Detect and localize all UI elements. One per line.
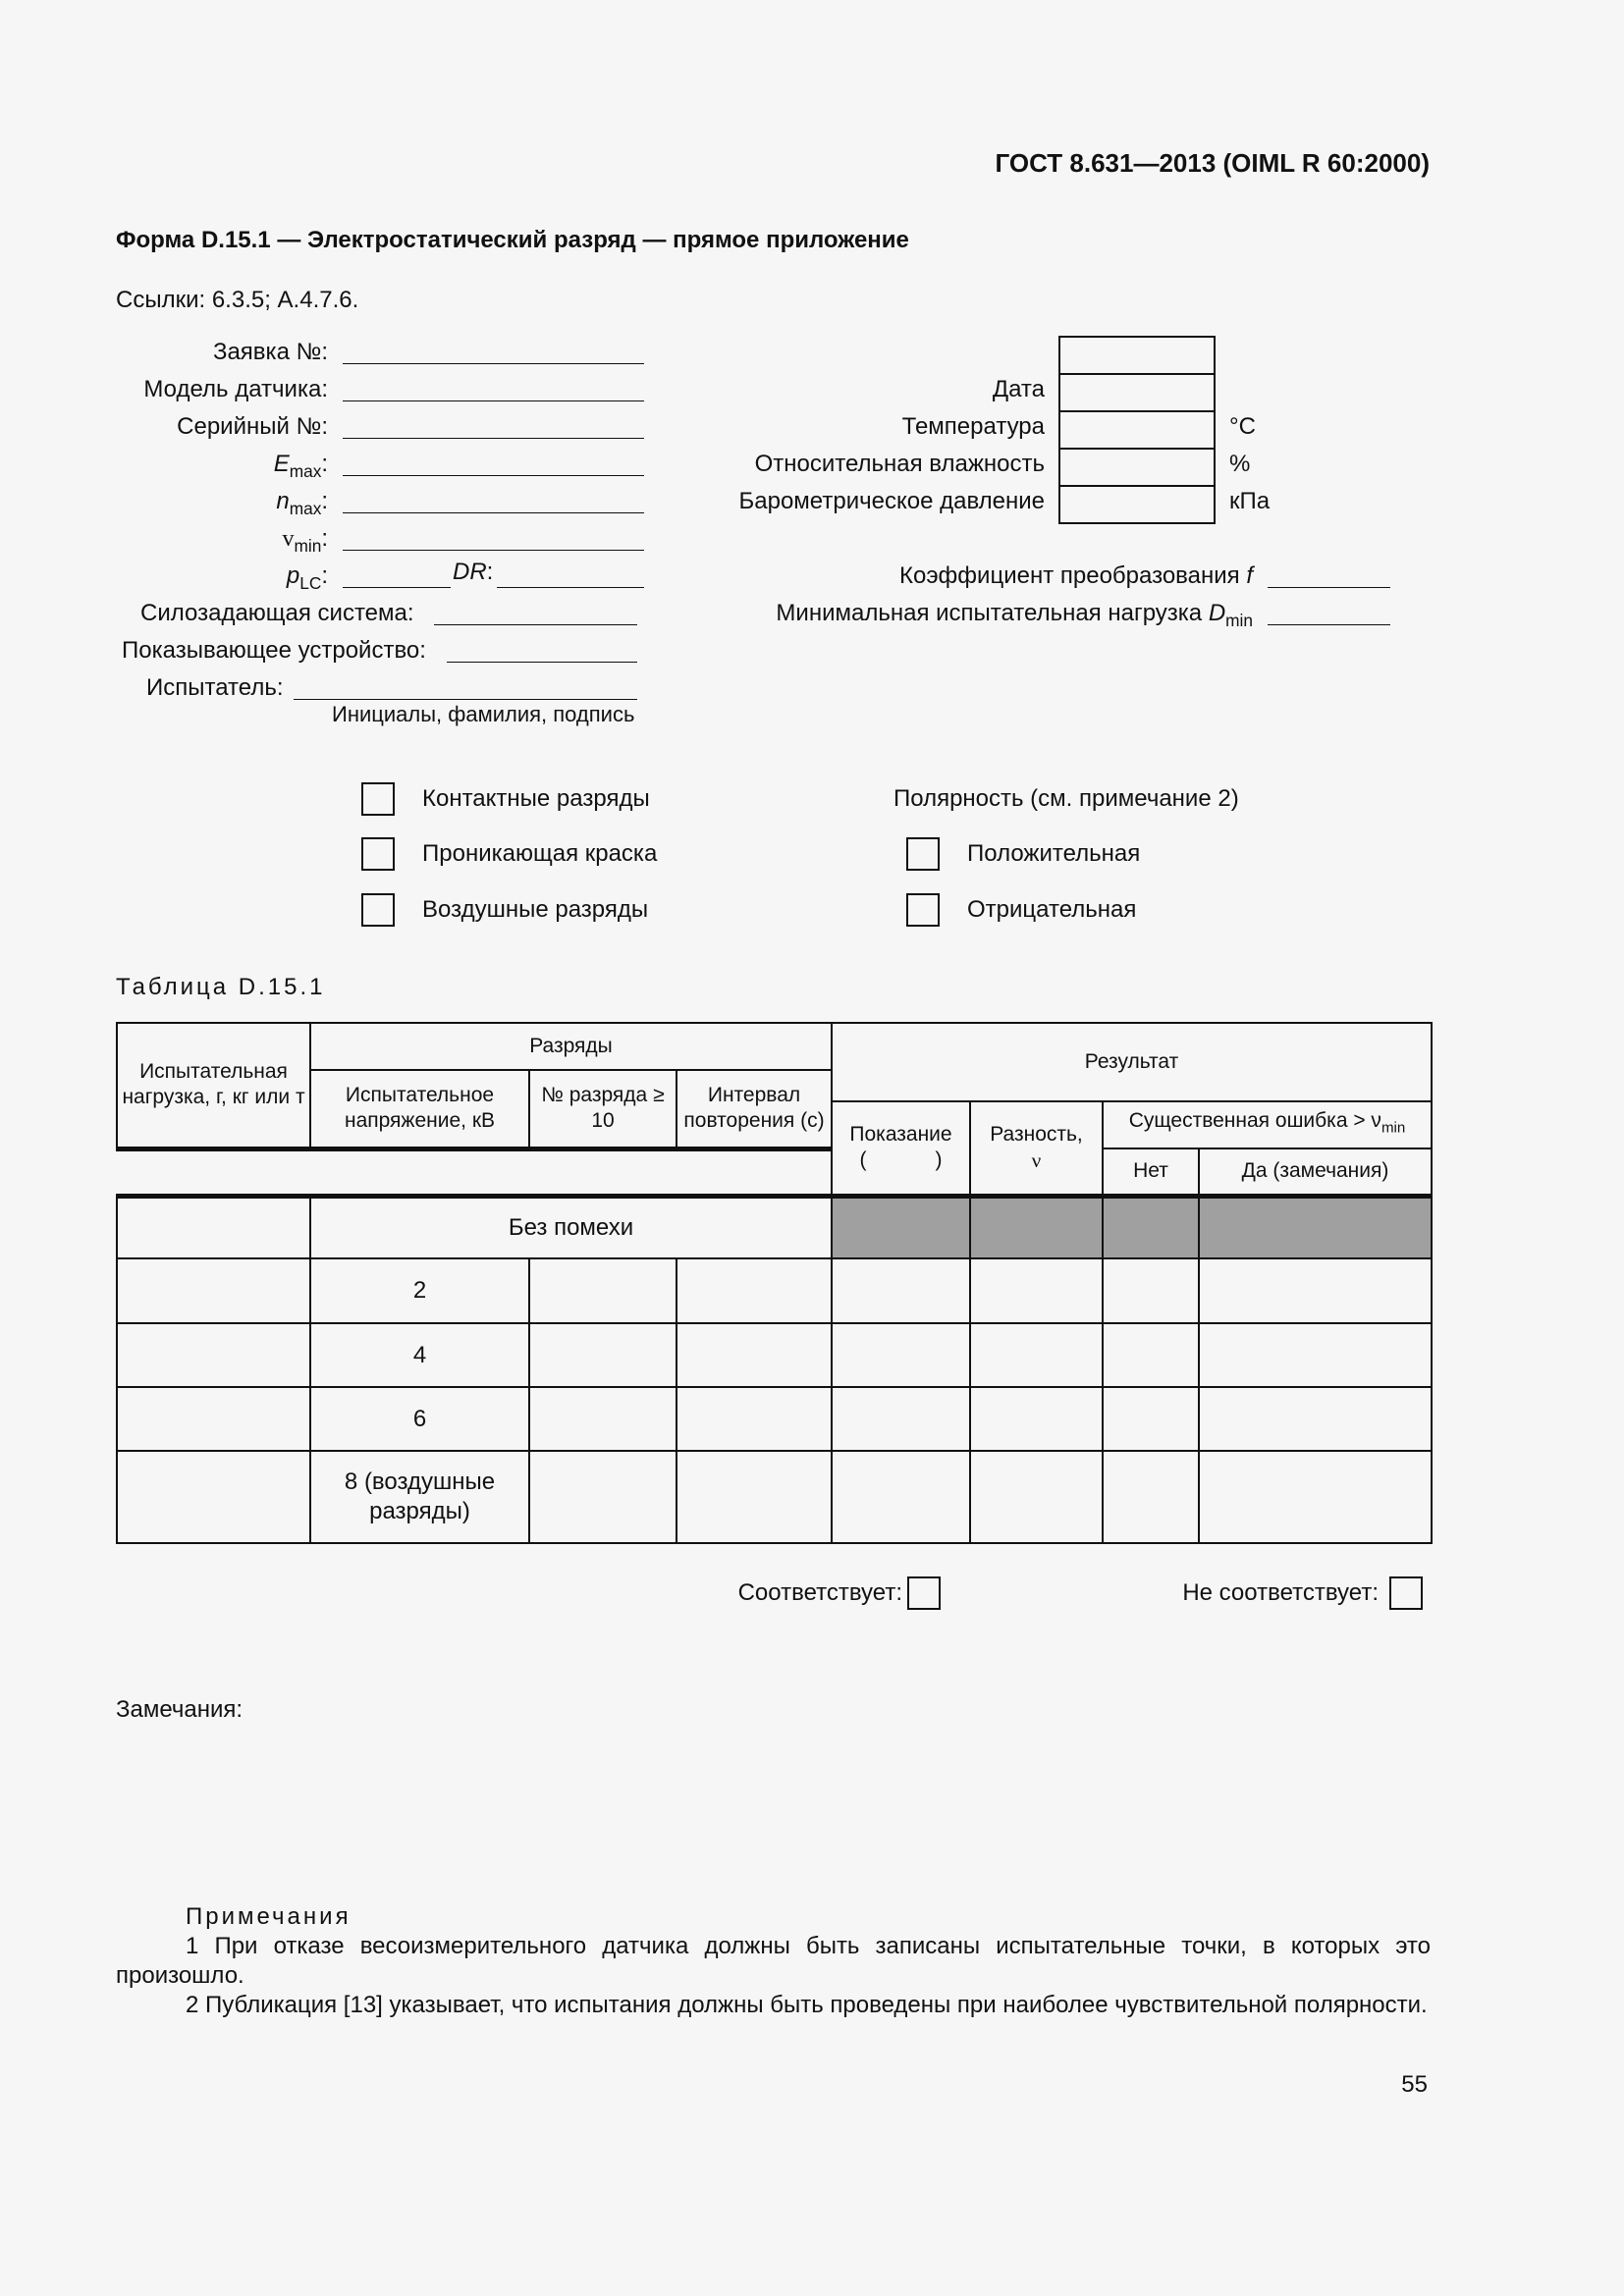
dr-line[interactable] [497,587,644,588]
header-discharge-count: № разряда ≥ 10 [529,1070,677,1148]
table-row [117,1196,1432,1258]
indicator-label: Показывающее устройство: [122,637,426,664]
contact-discharges-label: Контактные разряды [422,785,650,812]
notes-title: Примечания [186,1903,352,1930]
cell[interactable] [529,1323,677,1387]
emax-label: $E_{max}$: [273,451,328,482]
cell[interactable] [529,1387,677,1451]
header-test-voltage: Испытательное напряжение, кВ [310,1070,529,1148]
cell[interactable] [970,1451,1103,1543]
references: Ссылки: 6.3.5; А.4.7.6. [116,287,359,313]
row-voltage: 2 [310,1258,529,1323]
header-discharges: Разряды [310,1023,832,1070]
positive-polarity-checkbox[interactable] [906,837,940,871]
tester-label: Испытатель: [146,674,284,701]
test-results-table [116,1022,1433,1544]
cell[interactable] [529,1451,677,1543]
vmin-label: $v_{min}$: [282,525,328,557]
plc-label: $p_{LC}$: [286,562,328,594]
humidity-label: Относительная влажность [754,451,1045,477]
cell[interactable] [1103,1451,1199,1543]
cell[interactable] [529,1258,677,1323]
header-test-load: Испытательная нагрузка, г, кг или т [117,1023,310,1148]
header-yes: Да (замечания) [1199,1148,1432,1196]
cell-load[interactable] [117,1323,310,1387]
cell-shaded [970,1196,1103,1258]
header-difference: Разность, ν [970,1101,1103,1196]
header-reading: Показание ( ) [832,1101,970,1196]
cell[interactable] [970,1258,1103,1323]
cell[interactable] [677,1451,832,1543]
header-no: Нет [1103,1148,1199,1196]
remarks-label: Замечания: [116,1696,244,1723]
emax-line[interactable] [343,475,644,476]
tester-line[interactable] [294,699,637,700]
condition-box-top[interactable] [1058,336,1216,375]
cell[interactable] [832,1258,970,1323]
temperature-box[interactable] [1058,410,1216,450]
nmax-label: $n_{max}$: [276,488,328,519]
header-significant-error: Существенная ошибка > $\nu_{min}$ [1103,1101,1432,1148]
temperature-label: Температура [901,413,1045,440]
tester-caption: Инициалы, фамилия, подпись [332,702,635,726]
row-no-interference: Без помехи [310,1196,832,1258]
cell[interactable] [1199,1387,1432,1451]
cell[interactable] [970,1387,1103,1451]
cell-load[interactable] [117,1451,310,1543]
note-1: 1 При отказе весоизмерительного датчика должны быть записаны испытательные точки, в которых это произошло. [116,1933,1431,1989]
negative-polarity-label: Отрицательная [967,896,1137,923]
cell[interactable] [1199,1323,1432,1387]
penetrating-paint-checkbox[interactable] [361,837,395,871]
cell[interactable] [677,1387,832,1451]
vmin-line[interactable] [343,550,644,551]
indicator-line[interactable] [447,662,637,663]
coefficient-line[interactable] [1268,587,1390,588]
pressure-label: Барометрическое давление [738,488,1045,514]
cell[interactable] [832,1451,970,1543]
min-load-line[interactable] [1268,624,1390,625]
serial-line[interactable] [343,438,644,439]
cell-load[interactable] [117,1196,310,1258]
table-row [117,1323,1432,1387]
header-repeat-interval: Интервал повторения (с) [677,1070,832,1148]
table-row [117,1258,1432,1323]
cell[interactable] [677,1258,832,1323]
conforms-label: Соответствует: [737,1579,902,1606]
cell-shaded [1103,1196,1199,1258]
date-label: Дата [992,376,1045,402]
humidity-unit: % [1229,451,1251,477]
header-spacer [117,1148,832,1196]
not-conforms-label: Не соответствует: [1182,1579,1379,1606]
header-result: Результат [832,1023,1432,1101]
cell-shaded [832,1196,970,1258]
sensor-model-label: Модель датчика: [143,376,328,402]
table-caption: Таблица D.15.1 [116,974,326,1000]
note-2: 2 Публикация [13] указывает, что испытания должны быть проведены при наиболее чувствительной полярности. [186,1992,1428,2018]
page-number: 55 [1401,2071,1428,2098]
force-system-line[interactable] [434,624,637,625]
humidity-box[interactable] [1058,448,1216,487]
cell[interactable] [832,1323,970,1387]
cell-shaded [1199,1196,1432,1258]
temperature-unit: °C [1229,413,1256,440]
force-system-label: Силозадающая система: [140,600,414,626]
cell-load[interactable] [117,1387,310,1451]
application-label: Заявка №: [212,339,328,365]
negative-polarity-checkbox[interactable] [906,893,940,927]
pressure-box[interactable] [1058,485,1216,524]
air-discharges-checkbox[interactable] [361,893,395,927]
positive-polarity-label: Положительная [967,840,1141,867]
cell[interactable] [1103,1258,1199,1323]
date-box[interactable] [1058,373,1216,412]
coefficient-label: Коэффициент преобразования f [898,562,1253,589]
form-title: Форма D.15.1 — Электростатический разряд — прямое приложение [116,227,909,253]
contact-discharges-checkbox[interactable] [361,782,395,816]
cell[interactable] [970,1323,1103,1387]
cell[interactable] [1103,1387,1199,1451]
row-voltage: 6 [310,1387,529,1451]
row-voltage: 4 [310,1323,529,1387]
nmax-line[interactable] [343,512,644,513]
cell[interactable] [1103,1323,1199,1387]
plc-line[interactable] [343,587,451,588]
table-row [117,1387,1432,1451]
sensor-model-line[interactable] [343,400,644,401]
serial-label: Серийный №: [177,413,328,440]
cell[interactable] [1199,1451,1432,1543]
min-load-label: Минимальная испытательная нагрузка $D_{min}$ [776,600,1253,631]
cell[interactable] [677,1323,832,1387]
standard-number: ГОСТ 8.631—2013 (OIML R 60:2000) [995,148,1430,178]
penetrating-paint-label: Проникающая краска [422,840,658,867]
conforms-checkbox[interactable] [907,1576,941,1610]
cell[interactable] [1199,1258,1432,1323]
air-discharges-label: Воздушные разряды [422,896,649,923]
polarity-title: Полярность (см. примечание 2) [893,785,1239,812]
not-conforms-checkbox[interactable] [1389,1576,1423,1610]
pressure-unit: кПа [1229,488,1271,514]
cell[interactable] [832,1387,970,1451]
application-line[interactable] [343,363,644,364]
dr-label: DR: [453,559,494,585]
cell-load[interactable] [117,1258,310,1323]
row-voltage: 8 (воздушные разряды) [310,1451,529,1543]
table-row [117,1451,1432,1543]
